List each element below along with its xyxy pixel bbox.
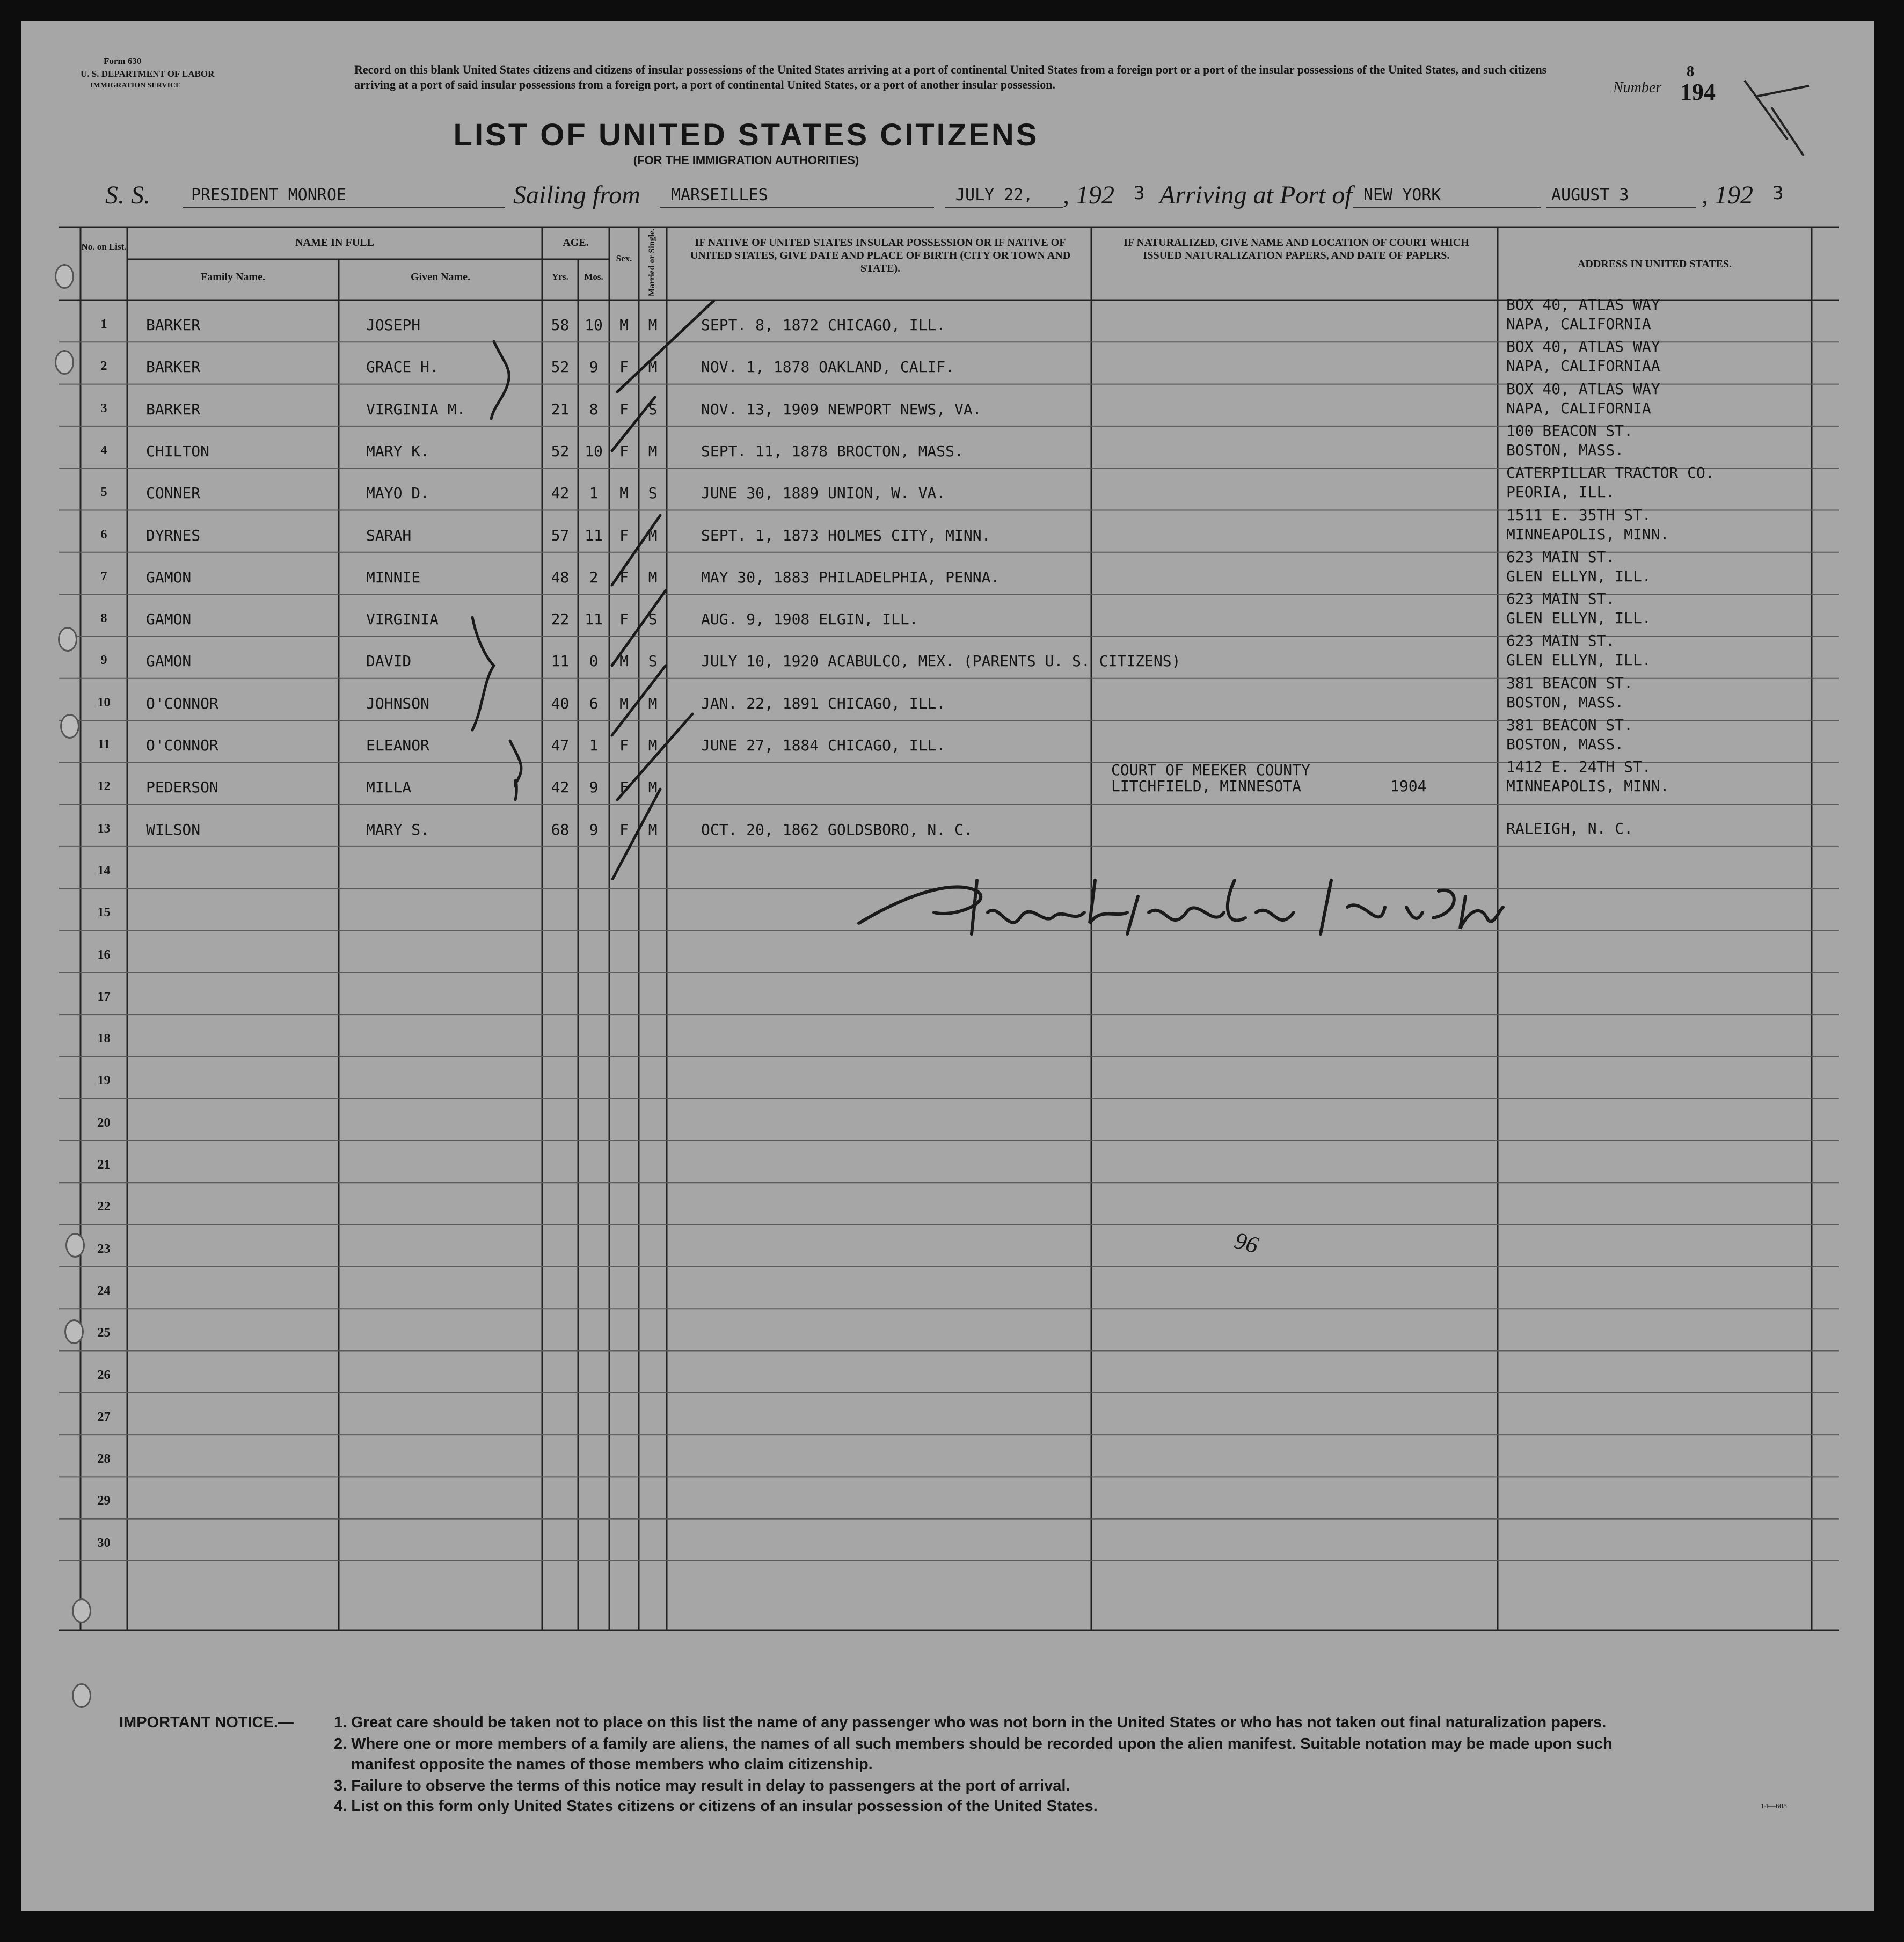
row-number: 23 xyxy=(97,1242,111,1256)
department-label: U. S. DEPARTMENT OF LABOR xyxy=(81,69,215,79)
address-line-2: MINNEAPOLIS, MINN. xyxy=(1506,777,1669,795)
age-months: 8 xyxy=(589,400,599,418)
row-number: 18 xyxy=(97,1032,111,1046)
married-single: M xyxy=(648,568,658,586)
given-name: DAVID xyxy=(366,652,412,670)
row-number: 5 xyxy=(100,485,107,500)
sex: M xyxy=(619,652,629,670)
address-line-2: RALEIGH, N. C. xyxy=(1506,819,1633,837)
address-line-1: 1412 E. 24TH ST. xyxy=(1506,758,1651,776)
row-number: 4 xyxy=(100,443,107,457)
age-months: 9 xyxy=(589,820,599,838)
column-header-mos: Mos. xyxy=(584,272,603,282)
row-number: 27 xyxy=(97,1410,111,1424)
arriving-label: Arriving at Port of xyxy=(1159,181,1352,209)
address-line-1: 623 MAIN ST. xyxy=(1506,632,1615,650)
married-single: M xyxy=(648,358,658,376)
column-header-no: No. on List. xyxy=(81,242,127,252)
married-single: M xyxy=(648,526,658,544)
family-name: GAMON xyxy=(146,652,192,670)
arrive-date: AUGUST 3 xyxy=(1551,186,1629,205)
sex: F xyxy=(619,568,629,586)
row-number: 17 xyxy=(97,989,111,1004)
family-name: O'CONNOR xyxy=(146,694,218,712)
row-number: 2 xyxy=(100,359,107,374)
address-line-2: GLEN ELLYN, ILL. xyxy=(1506,609,1651,627)
married-single: M xyxy=(648,736,658,754)
ship-name: PRESIDENT MONROE xyxy=(191,186,346,205)
age-years: 52 xyxy=(551,442,570,460)
row-number: 11 xyxy=(98,738,110,751)
address-line-1: CATERPILLAR TRACTOR CO. xyxy=(1506,464,1715,482)
age-months: 2 xyxy=(589,568,599,586)
family-name: GAMON xyxy=(146,610,192,629)
age-years: 22 xyxy=(551,610,570,629)
to-port: NEW YORK xyxy=(1363,186,1441,205)
sex: F xyxy=(619,400,629,418)
address-line-1: BOX 40, ATLAS WAY xyxy=(1506,338,1660,356)
notice-item-4: 4. List on this form only United States citizens or citizens of an insular possession of the United States. xyxy=(334,1798,1098,1815)
column-header-family-name: Family Name. xyxy=(201,271,265,283)
age-months: 10 xyxy=(585,316,603,334)
address-line-2: NAPA, CALIFORNIA xyxy=(1506,315,1651,333)
sex: F xyxy=(619,358,629,376)
given-name: MILLA xyxy=(366,778,412,797)
married-single: M xyxy=(648,820,658,838)
row-number: 25 xyxy=(97,1326,111,1340)
ss-label: S. S. xyxy=(105,181,150,209)
age-months: 1 xyxy=(589,484,599,502)
column-header-address: ADDRESS IN UNITED STATES. xyxy=(1577,258,1732,270)
age-years: 42 xyxy=(551,778,570,797)
given-name: SARAH xyxy=(366,526,412,544)
row-number: 1 xyxy=(100,317,107,331)
married-single: M xyxy=(648,316,658,334)
row-number: 15 xyxy=(97,906,111,920)
row-number: 9 xyxy=(100,653,107,668)
address-line-2: GLEN ELLYN, ILL. xyxy=(1506,567,1651,585)
family-name: BARKER xyxy=(146,316,201,334)
row-number: 10 xyxy=(97,695,111,710)
number-value: 194 xyxy=(1680,79,1716,105)
bracket-marks xyxy=(21,21,1874,880)
given-name: VIRGINIA M. xyxy=(366,400,466,418)
family-name: WILSON xyxy=(146,820,201,838)
manifest-sheet xyxy=(21,21,1874,1911)
sex: F xyxy=(619,820,629,838)
sailing-label: Sailing from xyxy=(513,181,640,209)
punch-hole xyxy=(65,1233,85,1258)
row-number: 21 xyxy=(97,1158,111,1172)
age-years: 11 xyxy=(551,652,570,670)
sex: F xyxy=(619,778,629,797)
address-line-2: PEORIA, ILL. xyxy=(1506,483,1615,501)
address-line-2: BOSTON, MASS. xyxy=(1506,735,1624,753)
given-name: JOSEPH xyxy=(366,316,421,334)
age-years: 52 xyxy=(551,358,570,376)
number-superscript: 8 xyxy=(1687,63,1694,80)
address-line-2: BOSTON, MASS. xyxy=(1506,693,1624,711)
address-line-2: NAPA, CALIFORNIA xyxy=(1506,399,1651,417)
row-number: 30 xyxy=(97,1536,111,1550)
service-label: IMMIGRATION SERVICE xyxy=(90,82,181,90)
age-years: 21 xyxy=(551,400,570,418)
birth-date-place: JULY 10, 1920 ACABULCO, MEX. (PARENTS U. S. CITIZENS) xyxy=(701,652,1181,670)
sex: F xyxy=(619,442,629,460)
punch-hole xyxy=(72,1598,91,1623)
notice-item-1: 1. Great care should be taken not to place on this list the name of any passenger who was not born in the United States or who has not taken out final naturalization papers. xyxy=(334,1714,1607,1731)
row-number: 20 xyxy=(97,1115,111,1130)
sex: M xyxy=(619,316,629,334)
family-name: GAMON xyxy=(146,568,192,586)
column-header-sex: Sex. xyxy=(616,253,632,264)
address-line-1: 381 BEACON ST. xyxy=(1506,674,1633,692)
notice-item-3: 3. Failure to observe the terms of this notice may result in delay to passengers at the port of arrival. xyxy=(334,1777,1070,1794)
given-name: MARY K. xyxy=(366,442,430,460)
age-years: 40 xyxy=(551,694,570,712)
arrive-year: 3 xyxy=(1772,182,1784,204)
birth-date-place: SEPT. 11, 1878 BROCTON, MASS. xyxy=(701,442,964,460)
married-single: S xyxy=(648,400,658,418)
row-number: 14 xyxy=(97,863,111,878)
page-subtitle: (FOR THE IMMIGRATION AUTHORITIES) xyxy=(633,154,859,167)
age-months: 9 xyxy=(589,778,599,797)
married-single: S xyxy=(648,610,658,629)
sail-year-prefix: , 192 xyxy=(1063,181,1114,209)
naturalization-court: COURT OF MEEKER COUNTY xyxy=(1111,761,1310,779)
row-number: 8 xyxy=(100,611,107,626)
address-line-2: BOSTON, MASS. xyxy=(1506,441,1624,459)
family-name: DYRNES xyxy=(146,526,201,544)
form-number: Form 630 xyxy=(104,56,142,66)
row-number: 28 xyxy=(97,1452,111,1466)
married-single: M xyxy=(648,694,658,712)
family-name: CONNER xyxy=(146,484,201,502)
family-name: BARKER xyxy=(146,400,201,418)
sail-year: 3 xyxy=(1134,182,1145,204)
age-months: 11 xyxy=(585,526,603,544)
punch-hole xyxy=(60,714,79,739)
married-single: M xyxy=(648,442,658,460)
row-number: 13 xyxy=(97,821,111,836)
address-line-1: BOX 40, ATLAS WAY xyxy=(1506,296,1660,313)
address-line-1: BOX 40, ATLAS WAY xyxy=(1506,379,1660,398)
row-number: 29 xyxy=(97,1494,111,1508)
column-header-yrs: Yrs. xyxy=(552,272,568,282)
address-line-1: 623 MAIN ST. xyxy=(1506,590,1615,608)
page-title: LIST OF UNITED STATES CITIZENS xyxy=(453,118,1039,152)
row-number: 3 xyxy=(100,401,107,415)
row-number: 16 xyxy=(97,947,111,962)
family-name: BARKER xyxy=(146,358,201,376)
birth-date-place: NOV. 1, 1878 OAKLAND, CALIF. xyxy=(701,358,955,376)
given-name: VIRGINIA xyxy=(366,610,439,629)
age-years: 47 xyxy=(551,736,570,754)
punch-hole xyxy=(64,1319,84,1344)
birth-date-place: NOV. 13, 1909 NEWPORT NEWS, VA. xyxy=(701,400,982,418)
column-header-name-in-full: NAME IN FULL xyxy=(295,237,374,249)
row-number: 26 xyxy=(97,1368,111,1382)
handwritten-mark: 96 xyxy=(1231,1227,1261,1259)
address-line-1: 623 MAIN ST. xyxy=(1506,547,1615,566)
age-years: 58 xyxy=(551,316,570,334)
address-line-2: NAPA, CALIFORNIAA xyxy=(1506,357,1660,375)
naturalization-year: 1904 xyxy=(1390,777,1427,795)
row-number: 7 xyxy=(100,569,107,583)
given-name: MINNIE xyxy=(366,568,421,586)
birth-date-place: SEPT. 1, 1873 HOLMES CITY, MINN. xyxy=(701,526,991,544)
given-name: MARY S. xyxy=(366,820,430,838)
family-name: PEDERSON xyxy=(146,778,218,797)
birth-date-place: MAY 30, 1883 PHILADELPHIA, PENNA. xyxy=(701,568,1000,586)
from-port: MARSEILLES xyxy=(671,186,768,205)
punch-hole xyxy=(55,264,74,289)
age-months: 9 xyxy=(589,358,599,376)
row-number: 6 xyxy=(100,527,107,542)
sail-date: JULY 22, xyxy=(955,186,1033,205)
given-name: GRACE H. xyxy=(366,358,439,376)
column-header-naturalized: IF NATURALIZED, GIVE NAME AND LOCATION OF COURT WHICH ISSUED NATURALIZATION PAPERS, AND DATE OF PAPERS. xyxy=(1124,237,1469,261)
number-label: Number xyxy=(1613,79,1662,96)
birth-date-place: AUG. 9, 1908 ELGIN, ILL. xyxy=(701,610,918,629)
given-name: JOHNSON xyxy=(366,694,430,712)
naturalization-location: LITCHFIELD, MINNESOTA xyxy=(1111,777,1302,795)
arrive-year-prefix: , 192 xyxy=(1702,181,1753,209)
sex: F xyxy=(619,736,629,754)
column-header-birth: IF NATIVE OF UNITED STATES INSULAR POSSESSION OR IF NATIVE OF UNITED STATES, GIVE DATE AND PLACE OF BIRTH (CITY OR TOWN AND STATE). xyxy=(690,237,1071,274)
family-name: O'CONNOR xyxy=(146,736,218,754)
column-header-married-single: Married or Single. xyxy=(647,228,656,297)
record-instructions: Record on this blank United States citizens and citizens of insular possessions of the United States arriving at a port of continental United States from a foreign port or a port of the insular possessions of the United States, and such citizens arriving at a port of said insular possessions from a foreign port, a port of continental United States, or a port of another insular possession. xyxy=(354,63,1547,91)
column-header-given-name: Given Name. xyxy=(410,271,471,283)
age-months: 1 xyxy=(589,736,599,754)
form-code: 14—608 xyxy=(1761,1802,1787,1810)
birth-date-place: SEPT. 8, 1872 CHICAGO, ILL. xyxy=(701,316,946,334)
birth-date-place: JUNE 27, 1884 CHICAGO, ILL. xyxy=(701,736,946,754)
age-years: 48 xyxy=(551,568,570,586)
row-number: 24 xyxy=(97,1283,111,1298)
birth-date-place: OCT. 20, 1862 GOLDSBORO, N. C. xyxy=(701,820,973,838)
given-name: ELEANOR xyxy=(366,736,430,754)
punch-hole xyxy=(58,627,77,652)
age-months: 6 xyxy=(589,694,599,712)
birth-date-place: JAN. 22, 1891 CHICAGO, ILL. xyxy=(701,694,946,712)
age-months: 11 xyxy=(585,610,603,629)
given-name: MAYO D. xyxy=(366,484,430,502)
family-name: CHILTON xyxy=(146,442,210,460)
row-number: 22 xyxy=(97,1200,111,1214)
birth-date-place: JUNE 30, 1889 UNION, W. VA. xyxy=(701,484,946,502)
column-header-age: AGE. xyxy=(563,237,589,249)
address-line-2: GLEN ELLYN, ILL. xyxy=(1506,651,1651,669)
address-line-1: 1511 E. 35TH ST. xyxy=(1506,506,1651,524)
row-number: 12 xyxy=(97,779,111,794)
sex: F xyxy=(619,610,629,629)
punch-hole xyxy=(55,350,74,375)
row-number: 19 xyxy=(97,1074,111,1088)
age-years: 42 xyxy=(551,484,570,502)
address-line-2: MINNEAPOLIS, MINN. xyxy=(1506,525,1669,543)
sex: M xyxy=(619,694,629,712)
married-single: S xyxy=(648,484,658,502)
age-years: 57 xyxy=(551,526,570,544)
address-line-1: 381 BEACON ST. xyxy=(1506,716,1633,734)
notice-heading: IMPORTANT NOTICE.— xyxy=(119,1714,294,1731)
notice-item-2-cont: manifest opposite the names of those members who claim citizenship. xyxy=(351,1756,873,1773)
sex: F xyxy=(619,526,629,544)
married-single: S xyxy=(648,652,658,670)
sex: M xyxy=(619,484,629,502)
address-line-1: 100 BEACON ST. xyxy=(1506,421,1633,440)
punch-hole xyxy=(72,1683,91,1708)
age-years: 68 xyxy=(551,820,570,838)
notice-item-2: 2. Where one or more members of a family are aliens, the names of all such members should be recorded upon the alien manifest. Suitable notation may be made upon such xyxy=(334,1735,1613,1753)
age-months: 0 xyxy=(589,652,599,670)
age-months: 10 xyxy=(585,442,603,460)
married-single: M xyxy=(648,778,658,797)
